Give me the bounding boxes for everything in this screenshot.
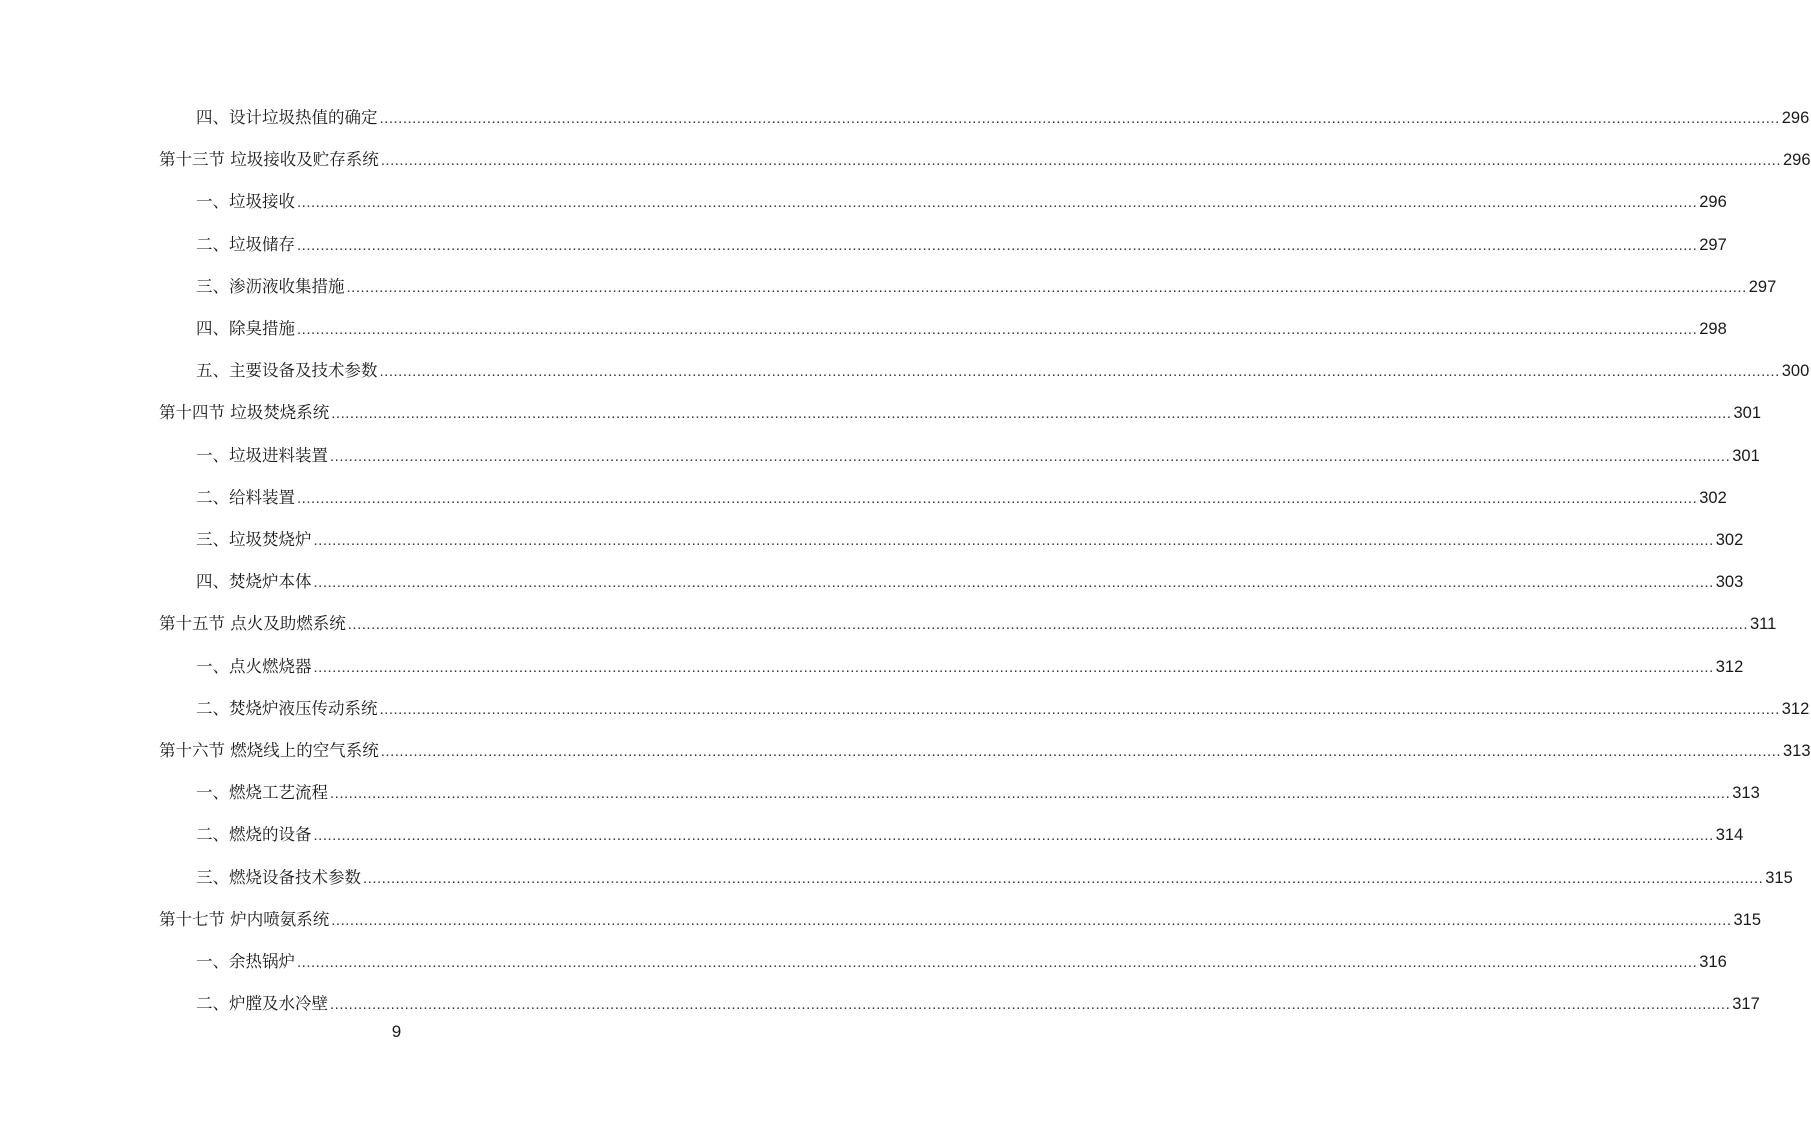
toc-entry-title: 一、垃圾进料装置 xyxy=(196,445,328,465)
toc-entry-title: 四、除臭措施 xyxy=(196,319,295,338)
toc-subsection-entry[interactable] xyxy=(196,655,1744,679)
toc-entry-page: 296 xyxy=(1781,109,1810,127)
dot-leader: ............................................................................................................................................................................................................................................................................................................ xyxy=(297,321,1698,338)
toc-entry-title: 第十三节 垃圾接收及贮存系统 xyxy=(159,150,379,170)
page-number: 9 xyxy=(391,1022,402,1041)
toc-entry-title: 二、焚烧炉液压传动系统 xyxy=(196,698,378,718)
dot-leader: ............................................................................................................................................................................................................................................................................................................ xyxy=(313,574,1714,592)
toc-entry-page: 297 xyxy=(1748,277,1777,296)
dot-leader: ............................................................................................................................................................................................................................................................................................................ xyxy=(330,785,1731,803)
toc-entry-page: 301 xyxy=(1733,404,1762,423)
toc-entry-page: 298 xyxy=(1699,320,1727,338)
toc-subsection-entry[interactable] xyxy=(196,697,1810,721)
dot-leader: ............................................................................................................................................................................................................................................................................................................ xyxy=(330,996,1731,1014)
dot-leader: ............................................................................................................................................................................................................................................................................................................ xyxy=(379,363,1780,381)
dot-leader: ............................................................................................................................................................................................................................................................................................................ xyxy=(347,616,1748,634)
toc-entry-page: 316 xyxy=(1699,953,1727,971)
dot-leader: ............................................................................................................................................................................................................................................................................................................ xyxy=(331,911,1732,929)
dot-leader: ............................................................................................................................................................................................................................................................................................................ xyxy=(346,278,1747,296)
dot-leader: ............................................................................................................................................................................................................................................................................................................ xyxy=(313,532,1714,549)
toc-entry-page: 312 xyxy=(1781,699,1810,718)
toc-entry-title: 第十七节 炉内喷氨系统 xyxy=(159,909,330,929)
toc-entry-title: 二、垃圾储存 xyxy=(196,234,295,254)
toc-entry-page: 317 xyxy=(1732,995,1760,1014)
toc-entry-page: 297 xyxy=(1699,235,1727,254)
toc-entry-page: 300 xyxy=(1781,362,1810,381)
toc-entry-page: 302 xyxy=(1699,488,1727,507)
toc-entry-page: 301 xyxy=(1732,446,1760,465)
toc-subsection-entry[interactable] xyxy=(196,275,1777,299)
dot-leader: ............................................................................................................................................................................................................................................................................................................ xyxy=(363,869,1764,887)
dot-leader: ............................................................................................................................................................................................................................................................................................................ xyxy=(313,827,1714,845)
toc-entry-page: 315 xyxy=(1765,868,1793,887)
toc-entry-title: 第十六节 燃烧线上的空气系统 xyxy=(159,741,379,760)
toc-section-entry[interactable] xyxy=(159,612,1777,636)
toc-subsection-entry[interactable] xyxy=(196,486,1727,510)
toc-section-entry[interactable] xyxy=(159,401,1762,425)
toc-subsection-entry[interactable] xyxy=(196,570,1744,594)
toc-entry-title: 第十五节 点火及助燃系统 xyxy=(159,614,346,634)
toc-entry-title: 一、垃圾接收 xyxy=(196,192,295,212)
dot-leader: ............................................................................................................................................................................................................................................................................................................ xyxy=(380,743,1781,760)
dot-leader: ............................................................................................................................................................................................................................................................................................................ xyxy=(330,447,1731,465)
toc-subsection-entry[interactable] xyxy=(196,233,1727,257)
toc-entry-page: 313 xyxy=(1732,784,1760,803)
toc-subsection-entry[interactable] xyxy=(196,528,1744,552)
toc-entry-title: 二、炉膛及水冷壁 xyxy=(196,994,328,1014)
dot-leader: ............................................................................................................................................................................................................................................................................................................ xyxy=(379,110,1780,127)
dot-leader: ............................................................................................................................................................................................................................................................................................................ xyxy=(297,236,1698,254)
toc-section-entry[interactable] xyxy=(159,148,1811,172)
dot-leader: ............................................................................................................................................................................................................................................................................................................ xyxy=(313,658,1714,676)
toc-section-entry[interactable] xyxy=(159,739,1811,763)
toc-subsection-entry[interactable] xyxy=(196,992,1760,1016)
toc-entry-title: 三、燃烧设备技术参数 xyxy=(196,867,361,887)
toc-entry-title: 二、给料装置 xyxy=(196,487,295,507)
toc-entry-title: 一、点火燃烧器 xyxy=(196,656,312,676)
toc-entry-page: 313 xyxy=(1783,742,1811,760)
dot-leader: ............................................................................................................................................................................................................................................................................................................ xyxy=(297,954,1698,971)
toc-subsection-entry[interactable] xyxy=(196,781,1760,805)
toc-entry-page: 315 xyxy=(1733,910,1762,929)
toc-entry-page: 311 xyxy=(1750,615,1777,634)
toc-subsection-entry[interactable] xyxy=(196,317,1727,341)
toc-subsection-entry[interactable] xyxy=(196,444,1760,468)
toc-section-entry[interactable] xyxy=(159,908,1762,932)
dot-leader: ............................................................................................................................................................................................................................................................................................................ xyxy=(297,489,1698,507)
toc-entry-page: 303 xyxy=(1715,573,1744,592)
toc-entry-title: 四、设计垃圾热值的确定 xyxy=(196,108,378,127)
toc-entry-title: 一、燃烧工艺流程 xyxy=(196,783,328,803)
toc-subsection-entry[interactable] xyxy=(196,866,1793,890)
toc-entry-page: 296 xyxy=(1783,151,1811,170)
dot-leader: ............................................................................................................................................................................................................................................................................................................ xyxy=(379,700,1780,718)
dot-leader: ............................................................................................................................................................................................................................................................................................................ xyxy=(297,194,1698,212)
toc-entry-title: 一、余热锅炉 xyxy=(196,952,295,971)
toc-subsection-entry[interactable] xyxy=(196,106,1810,130)
toc-subsection-entry[interactable] xyxy=(196,190,1727,214)
toc-entry-title: 四、焚烧炉本体 xyxy=(196,572,312,592)
toc-entry-title: 三、垃圾焚烧炉 xyxy=(196,530,312,549)
toc-entry-page: 302 xyxy=(1715,531,1744,549)
toc-entry-title: 二、燃烧的设备 xyxy=(196,825,312,845)
dot-leader: ............................................................................................................................................................................................................................................................................................................ xyxy=(380,152,1781,170)
toc-entry-page: 312 xyxy=(1715,657,1744,676)
toc-entry-title: 三、渗沥液收集措施 xyxy=(196,276,345,296)
toc-entry-page: 296 xyxy=(1699,193,1727,212)
toc-subsection-entry[interactable] xyxy=(196,359,1810,383)
dot-leader: ............................................................................................................................................................................................................................................................................................................ xyxy=(331,405,1732,423)
toc-entry-page: 314 xyxy=(1715,826,1744,845)
toc-entry-title: 五、主要设备及技术参数 xyxy=(196,361,378,381)
toc-subsection-entry[interactable] xyxy=(196,950,1727,974)
toc-entry-title: 第十四节 垃圾焚烧系统 xyxy=(159,403,330,423)
toc-subsection-entry[interactable] xyxy=(196,823,1744,847)
